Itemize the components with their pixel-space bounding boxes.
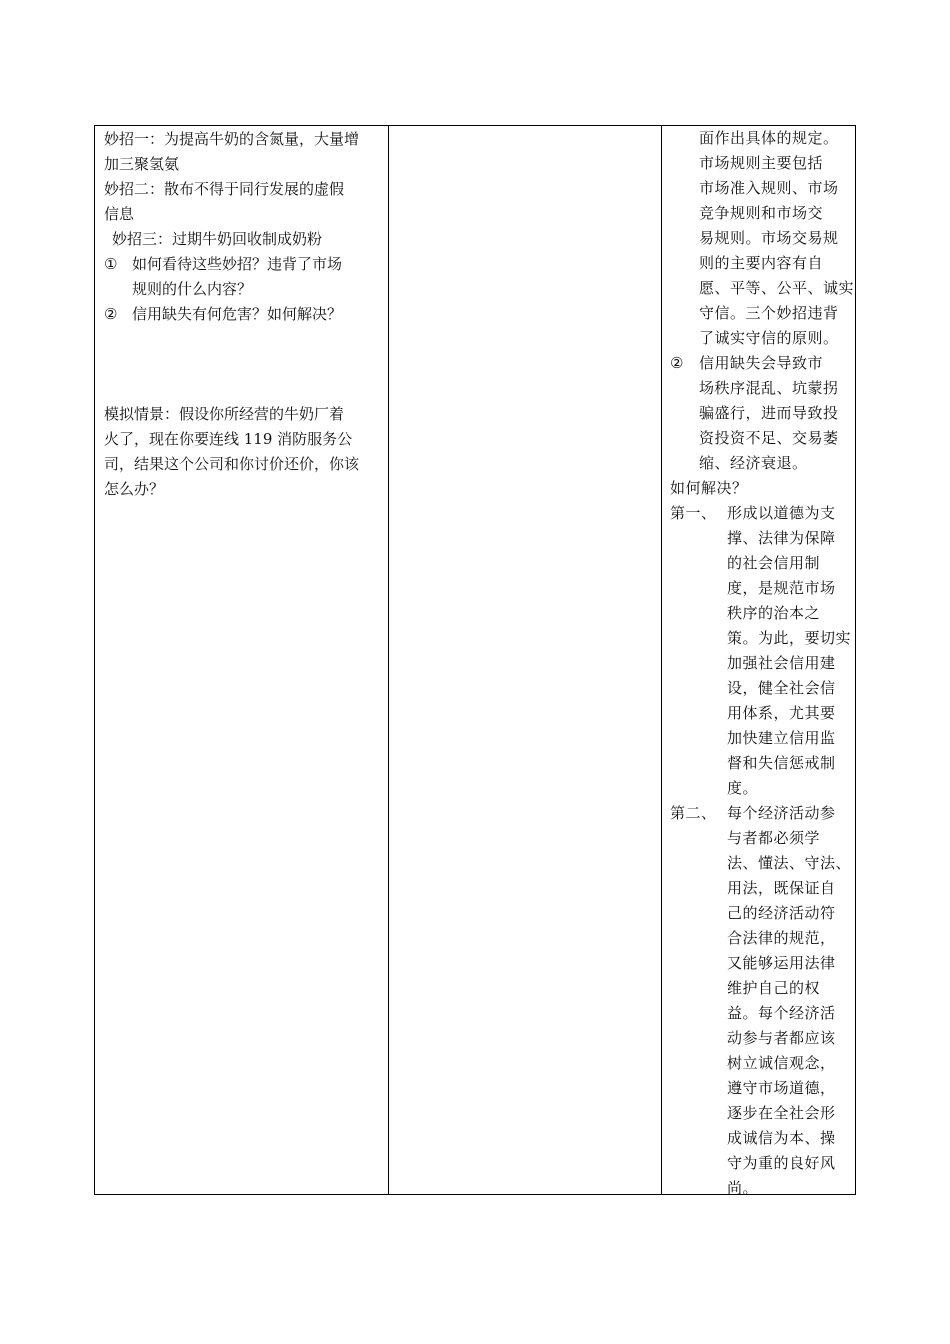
solution-1-line: 秩序的治本之 (727, 604, 821, 622)
solution-1-line: 督和失信惩戒制 (727, 754, 836, 772)
question-1-line2: 规则的什么内容？ (132, 280, 253, 298)
question-1 (104, 252, 381, 277)
solution-1-line: 度，是规范市场 (727, 579, 836, 597)
answer-2-line: 缩、经济衰退。 (699, 454, 808, 472)
question-1-text: 如何看待这些妙招？违背了市场 (132, 255, 343, 273)
solution-1-label: 第一、 (670, 504, 717, 522)
solution-2-line: 与者都必须学 (727, 829, 821, 847)
answer-1-line: 市场准入规则、市场 (699, 179, 839, 197)
tip2-line1: 妙招二：散布不得于同行发展的虚假 (104, 180, 345, 198)
how-to-solve-heading: 如何解决？ (670, 479, 748, 497)
answer-2-line: 骗盛行，进而导致投 (699, 404, 839, 422)
middle-cell-empty (389, 126, 662, 1194)
answer-2-line: 信用缺失会导致市 (699, 354, 824, 372)
solution-1-first (670, 501, 857, 526)
solution-2-block (670, 801, 857, 1201)
answer-1-line: 面作出具体的规定。 (699, 129, 839, 147)
answer-2-line: 场秩序混乱、坑蒙拐 (699, 379, 839, 397)
solution-2-label: 第二、 (670, 804, 717, 822)
solution-2-line: 成诚信为本、操 (727, 1129, 836, 1147)
solution-2-line: 己的经济活动符 (727, 904, 836, 922)
tip1-line2: 加三聚氢氨 (104, 155, 180, 173)
solution-1-block (670, 501, 857, 801)
content-table (94, 125, 856, 1195)
solution-2-line: 树立诚信观念， (727, 1054, 836, 1072)
right-cell-answers (662, 126, 857, 1197)
solution-2-line: 用法，既保证自 (727, 879, 836, 897)
question-2 (104, 302, 381, 327)
solution-1-line: 度。 (727, 779, 759, 797)
scenario-line3: 司，结果这个公司和你讨价还价，你该 (104, 455, 360, 473)
solution-2-line: 维护自己的权 (727, 979, 821, 997)
solution-1-line: 加快建立信用监 (727, 729, 836, 747)
tip1-line1: 妙招一：为提高牛奶的含氮量，大量增 (104, 130, 360, 148)
answer-1-line: 易规则。市场交易规 (699, 229, 839, 247)
solution-2-first (670, 801, 857, 826)
answer-1-line: 竞争规则和市场交 (699, 204, 824, 222)
question-2-text: 信用缺失有何危害？如何解决？ (132, 305, 343, 323)
solution-1-line: 策。为此，要切实 (727, 629, 852, 647)
scenario-line1: 模拟情景：假设你所经营的牛奶厂着 (104, 405, 345, 423)
solution-2-line: 法、懂法、守法、 (727, 854, 852, 872)
question-2-number: ② (104, 305, 118, 323)
left-cell-case (95, 126, 389, 1194)
solution-2-line: 动参与者都应该 (727, 1029, 836, 1047)
solution-1-line: 的社会信用制 (727, 554, 821, 572)
answer-1-line: 则的主要内容有自 (699, 254, 824, 272)
tip2-line2: 信息 (104, 205, 135, 223)
answer-1-line: 市场规则主要包括 (699, 154, 824, 172)
answer-1-line: 守信。三个妙招违背 (699, 304, 839, 322)
tip3-line: 妙招三：过期牛奶回收制成奶粉 (112, 230, 323, 248)
answer-1-block (670, 126, 857, 351)
solution-1-line: 撑、法律为保障 (727, 529, 836, 547)
answer-2-block (670, 351, 857, 476)
solution-2-line: 益。每个经济活 (727, 1004, 836, 1022)
scenario-line2: 火了，现在你要连线 119 消防服务公 (104, 430, 353, 448)
solution-2-line: 每个经济活动参 (727, 804, 836, 822)
solution-2-line: 又能够运用法律 (727, 954, 836, 972)
scenario-line4: 怎么办？ (104, 480, 165, 498)
answer-1-line: 愿、平等、公平、诚实 (699, 279, 855, 297)
solution-1-line: 加强社会信用建 (727, 654, 836, 672)
solution-1-line: 用体系，尤其要 (727, 704, 836, 722)
answer-1-line: 了诚实守信的原则。 (699, 329, 839, 347)
solution-1-line: 设，健全社会信 (727, 679, 836, 697)
answer-2-number: ② (670, 354, 684, 372)
question-1-number: ① (104, 255, 118, 273)
answer-2-line: 资投资不足、交易萎 (699, 429, 839, 447)
solution-1-line: 形成以道德为支 (727, 504, 836, 522)
solution-2-line: 守为重的良好风 (727, 1154, 836, 1172)
solution-2-line: 遵守市场道德， (727, 1079, 836, 1097)
answer-2-first (670, 351, 857, 376)
solution-2-line: 合法律的规范， (727, 929, 836, 947)
solution-2-line: 尚。 (727, 1179, 759, 1197)
solution-2-line: 逐步在全社会形 (727, 1104, 836, 1122)
